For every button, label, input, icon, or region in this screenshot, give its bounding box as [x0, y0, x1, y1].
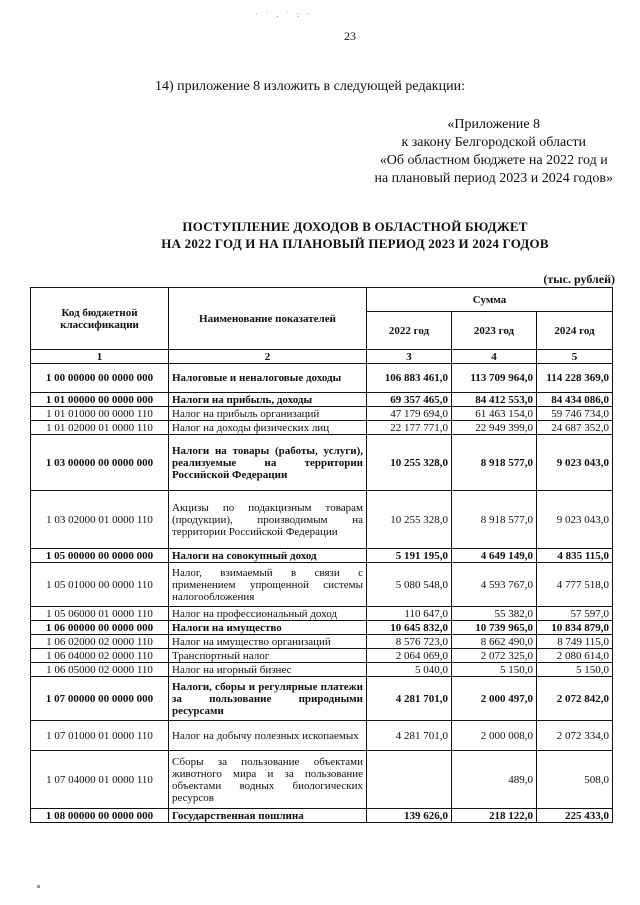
row-name: Налоги, сборы и регулярные платежи за пользование природными ресурсами: [169, 677, 367, 721]
table-row: [31, 663, 613, 677]
row-value-2023: 61 463 154,0: [452, 407, 537, 421]
table-row: [31, 407, 613, 421]
row-value-2024: 2 072 842,0: [537, 677, 613, 721]
row-value-2023: 8 918 577,0: [452, 435, 537, 491]
row-value-2024: 10 834 879,0: [537, 621, 613, 635]
row-value-2024: 2 072 334,0: [537, 721, 613, 751]
table-row: [31, 677, 613, 721]
row-value-2023: 4 649 149,0: [452, 549, 537, 563]
row-value-2023: 22 949 399,0: [452, 421, 537, 435]
row-value-2022: 5 040,0: [367, 663, 452, 677]
row-value-2023: 55 382,0: [452, 607, 537, 621]
units-label: (тыс. рублей): [543, 272, 615, 286]
row-value-2023: 84 412 553,0: [452, 393, 537, 407]
row-value-2024: 9 023 043,0: [537, 491, 613, 549]
row-name: Налоги на имущество: [169, 621, 367, 635]
column-number: 2: [169, 350, 367, 364]
row-code: 1 03 02000 01 0000 110: [31, 491, 169, 549]
row-value-2022: 10 255 328,0: [367, 435, 452, 491]
row-value-2024: 4 835 115,0: [537, 549, 613, 563]
row-value-2022: 139 626,0: [367, 809, 452, 823]
row-value-2024: 9 023 043,0: [537, 435, 613, 491]
column-number: 1: [31, 350, 169, 364]
row-value-2022: 8 576 723,0: [367, 635, 452, 649]
table-row: [31, 809, 613, 823]
header-sum: Сумма: [367, 288, 613, 312]
scan-specks: · ˙ . ˙ : ·: [255, 10, 313, 19]
row-name: Налоговые и неналоговые доходы: [169, 364, 367, 393]
row-value-2023: 10 739 965,0: [452, 621, 537, 635]
header-2023: 2023 год: [452, 312, 537, 350]
header-code: Код бюджетной классификации: [31, 288, 169, 350]
table-row: [31, 364, 613, 393]
row-value-2023: 113 709 964,0: [452, 364, 537, 393]
row-code: 1 06 00000 00 0000 000: [31, 621, 169, 635]
row-value-2024: 57 597,0: [537, 607, 613, 621]
table-row: [31, 635, 613, 649]
row-value-2024: 59 746 734,0: [537, 407, 613, 421]
header-2024: 2024 год: [537, 312, 613, 350]
row-value-2022: 106 883 461,0: [367, 364, 452, 393]
row-code: 1 07 04000 01 0000 110: [31, 751, 169, 809]
row-name: Налог на добычу полезных ископаемых: [169, 721, 367, 751]
appendix-line: «Об областном бюджете на 2022 год и: [379, 153, 608, 168]
appendix-line: на плановый период 2023 и 2024 годов»: [374, 171, 613, 186]
row-name: Налог на прибыль организаций: [169, 407, 367, 421]
row-value-2023: 2 072 325,0: [452, 649, 537, 663]
row-value-2024: 114 228 369,0: [537, 364, 613, 393]
header-2022: 2022 год: [367, 312, 452, 350]
appendix-line: к закону Белгородской области: [401, 135, 587, 150]
row-value-2023: 8 918 577,0: [452, 491, 537, 549]
row-code: 1 07 00000 00 0000 000: [31, 677, 169, 721]
row-name: Налоги на прибыль, доходы: [169, 393, 367, 407]
row-value-2022: 22 177 771,0: [367, 421, 452, 435]
row-value-2023: 2 000 008,0: [452, 721, 537, 751]
row-code: 1 01 02000 01 0000 110: [31, 421, 169, 435]
column-number: 4: [452, 350, 537, 364]
table-row: [31, 607, 613, 621]
row-code: 1 06 04000 02 0000 110: [31, 649, 169, 663]
row-code: 1 06 02000 02 0000 110: [31, 635, 169, 649]
row-value-2022: [367, 751, 452, 809]
intro-text: 14) приложение 8 изложить в следующей редакции:: [155, 79, 465, 94]
row-code: 1 00 00000 00 0000 000: [31, 364, 169, 393]
row-value-2023: 8 662 490,0: [452, 635, 537, 649]
table-row: [31, 421, 613, 435]
row-code: 1 05 00000 00 0000 000: [31, 549, 169, 563]
row-code: 1 07 01000 01 0000 110: [31, 721, 169, 751]
row-value-2023: 2 000 497,0: [452, 677, 537, 721]
row-value-2022: 110 647,0: [367, 607, 452, 621]
row-code: 1 03 00000 00 0000 000: [31, 435, 169, 491]
row-value-2023: 4 593 767,0: [452, 563, 537, 607]
row-name: Налог на имущество организаций: [169, 635, 367, 649]
table-row: [31, 751, 613, 809]
row-name: Транспортный налог: [169, 649, 367, 663]
row-code: 1 06 05000 02 0000 110: [31, 663, 169, 677]
row-value-2024: 8 749 115,0: [537, 635, 613, 649]
header-name: Наименование показателей: [169, 288, 367, 350]
row-name: Налог на профессиональный доход: [169, 607, 367, 621]
column-number: 3: [367, 350, 452, 364]
row-value-2022: 47 179 694,0: [367, 407, 452, 421]
row-code: 1 01 01000 00 0000 110: [31, 407, 169, 421]
appendix-line: «Приложение 8: [447, 117, 541, 132]
row-name: Налог на игорный бизнес: [169, 663, 367, 677]
table-row: [31, 491, 613, 549]
row-value-2024: 84 434 086,0: [537, 393, 613, 407]
table-row: [31, 563, 613, 607]
row-name: Акцизы по подакцизным товарам (продукции), производимым на территории Российской Федерации: [169, 491, 367, 549]
title-line: НА 2022 ГОД И НА ПЛАНОВЫЙ ПЕРИОД 2023 И 2024 ГОДОВ: [161, 236, 549, 251]
row-value-2022: 4 281 701,0: [367, 677, 452, 721]
title-line: ПОСТУПЛЕНИЕ ДОХОДОВ В ОБЛАСТНОЙ БЮДЖЕТ: [182, 219, 528, 234]
row-name: Налог, взимаемый в связи с применением упрощенной системы налогообложения: [169, 563, 367, 607]
row-value-2023: 5 150,0: [452, 663, 537, 677]
table-row: [31, 621, 613, 635]
row-value-2024: 5 150,0: [537, 663, 613, 677]
table-row: [31, 649, 613, 663]
table-row: [31, 435, 613, 491]
row-value-2022: 5 080 548,0: [367, 563, 452, 607]
row-value-2024: 508,0: [537, 751, 613, 809]
row-value-2024: 225 433,0: [537, 809, 613, 823]
row-name: Налоги на совокупный доход: [169, 549, 367, 563]
appendix-block: [374, 116, 613, 188]
row-value-2022: 10 645 832,0: [367, 621, 452, 635]
row-name: Налоги на товары (работы, услуги), реализуемые на территории Российской Федерации: [169, 435, 367, 491]
row-name: Налог на доходы физических лиц: [169, 421, 367, 435]
row-code: 1 05 01000 00 0000 110: [31, 563, 169, 607]
row-value-2022: 2 064 069,0: [367, 649, 452, 663]
table-row: [31, 549, 613, 563]
row-value-2023: 218 122,0: [452, 809, 537, 823]
table-row: [31, 393, 613, 407]
scan-dot: [37, 885, 40, 888]
row-value-2024: 4 777 518,0: [537, 563, 613, 607]
row-code: 1 05 06000 01 0000 110: [31, 607, 169, 621]
column-number: 5: [537, 350, 613, 364]
row-value-2022: 5 191 195,0: [367, 549, 452, 563]
row-name: Сборы за пользование объектами животного мира и за пользование объектами водных биологических ресурсов: [169, 751, 367, 809]
table-row: [31, 721, 613, 751]
row-value-2022: 10 255 328,0: [367, 491, 452, 549]
revenue-table: [30, 287, 613, 823]
row-value-2023: 489,0: [452, 751, 537, 809]
row-value-2022: 69 357 465,0: [367, 393, 452, 407]
row-code: 1 08 00000 00 0000 000: [31, 809, 169, 823]
page-number: 23: [344, 29, 356, 43]
row-name: Государственная пошлина: [169, 809, 367, 823]
row-code: 1 01 00000 00 0000 000: [31, 393, 169, 407]
row-value-2024: 24 687 352,0: [537, 421, 613, 435]
row-value-2022: 4 281 701,0: [367, 721, 452, 751]
row-value-2024: 2 080 614,0: [537, 649, 613, 663]
document-title: [125, 218, 585, 252]
